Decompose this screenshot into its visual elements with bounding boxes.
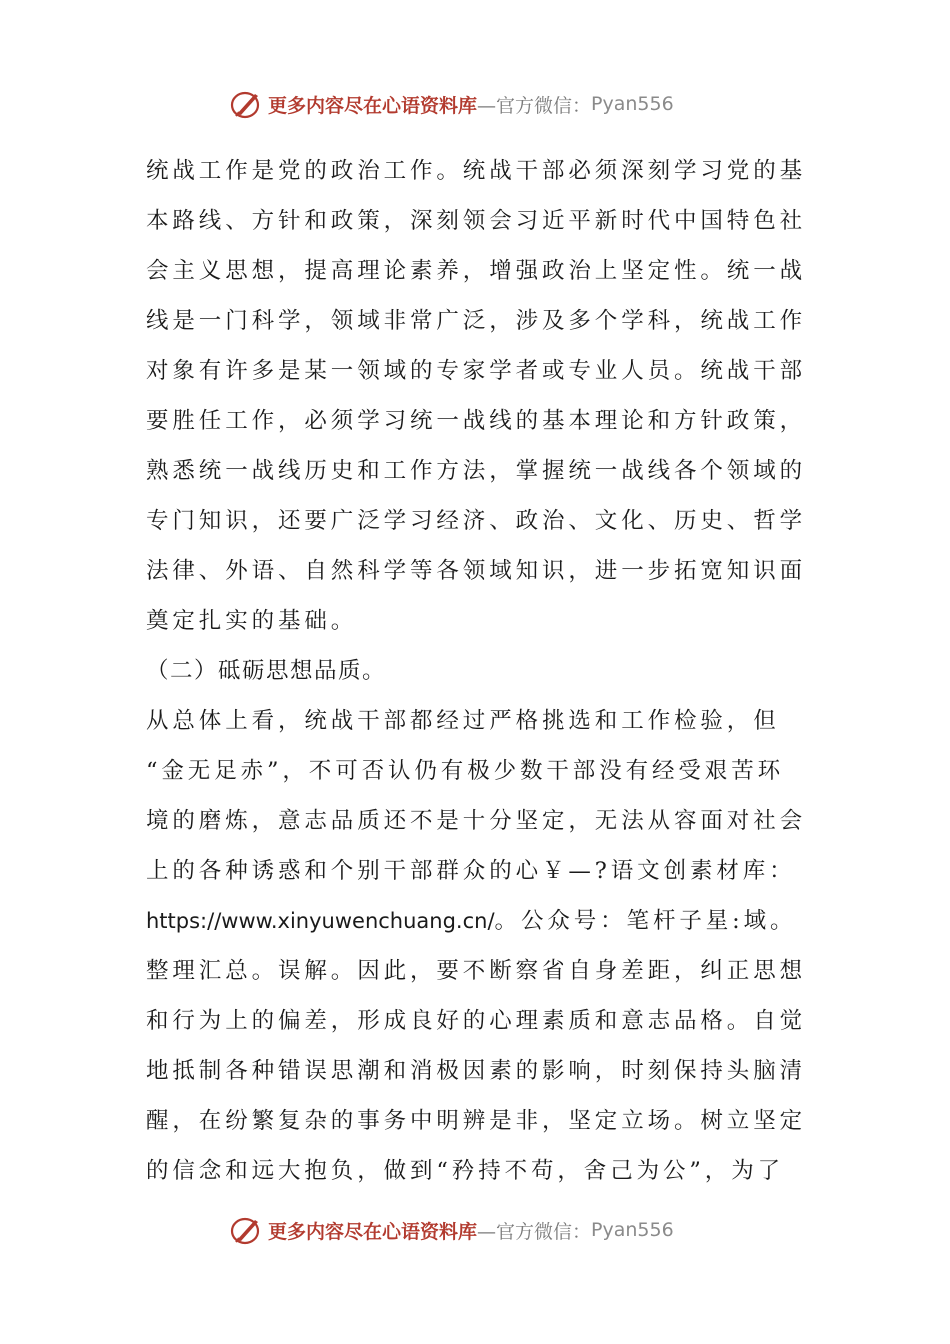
text-line: “金无足赤”，不可否认仍有极少数干部没有经受艰苦环 <box>146 758 785 784</box>
text-line: 专门知识，还要广泛学习经济、政治、文化、历史、哲学 <box>146 508 806 534</box>
text-line: 地抵制各种错误思潮和消极因素的影响，时刻保持头脑清 <box>146 1058 806 1084</box>
url-line <box>146 896 806 946</box>
url-line-suffix: 。公众号：笔杆子星:域。 <box>494 908 797 934</box>
text-line: 要胜任工作，必须学习统一战线的基本理论和方针政策， <box>146 408 806 434</box>
document-body <box>146 146 806 1196</box>
text-line: 奠定扎实的基础。 <box>146 608 358 634</box>
banner-site-name: 更多内容尽在心语资料库 <box>268 94 478 117</box>
text-line: 整理汇总。误解。因此，要不断察省自身差距，纠正思想 <box>146 958 806 984</box>
quill-logo-icon <box>228 1212 264 1248</box>
text-line: 境的磨炼，意志品质还不是十分坚定，无法从容面对社会 <box>146 808 806 834</box>
text-line: 会主义思想，提高理论素养，增强政治上坚定性。统一战 <box>146 258 806 284</box>
text-line: 从总体上看，统战干部都经过严格挑选和工作检验，但 <box>146 708 780 734</box>
text-line: 醒，在纷繁复杂的事务中明辨是非，坚定立场。树立坚定 <box>146 1108 806 1134</box>
text-line: 法律、外语、自然科学等各领域知识，进一步拓宽知识面 <box>146 558 806 584</box>
text-line: 对象有许多是某一领域的专家学者或专业人员。统战干部 <box>146 358 806 384</box>
footer-banner <box>228 1210 674 1250</box>
banner-wechat-id: Pyan556 <box>591 93 674 115</box>
header-banner <box>228 84 674 124</box>
source-url-link[interactable]: https://www.xinyuwenchuang.cn/ <box>146 909 495 933</box>
text-line: 本路线、方针和政策，深刻领会习近平新时代中国特色社 <box>146 208 806 234</box>
banner-site-name: 更多内容尽在心语资料库 <box>268 1220 478 1243</box>
text-line: 线是一门科学，领域非常广泛，涉及多个学科，统战工作 <box>146 308 806 334</box>
text-line: 的信念和远大抱负，做到“矜持不苟，舍己为公”，为了 <box>146 1158 785 1184</box>
text-line: 熟悉统一战线历史和工作方法，掌握统一战线各个领域的 <box>146 458 806 484</box>
banner-wechat-id: Pyan556 <box>591 1219 674 1241</box>
text-line: 统战工作是党的政治工作。统战干部必须深刻学习党的基 <box>146 158 806 184</box>
banner-wechat-label: —官方微信： <box>477 1220 592 1243</box>
section-heading: （二）砥砺思想品质。 <box>146 658 387 684</box>
text-line: 上的各种诱惑和个别干部群众的心￥—?语文创素材库： <box>146 858 796 884</box>
quill-logo-icon <box>228 86 264 122</box>
text-line: 和行为上的偏差，形成良好的心理素质和意志品格。自觉 <box>146 1008 806 1034</box>
banner-wechat-label: —官方微信： <box>477 94 592 117</box>
